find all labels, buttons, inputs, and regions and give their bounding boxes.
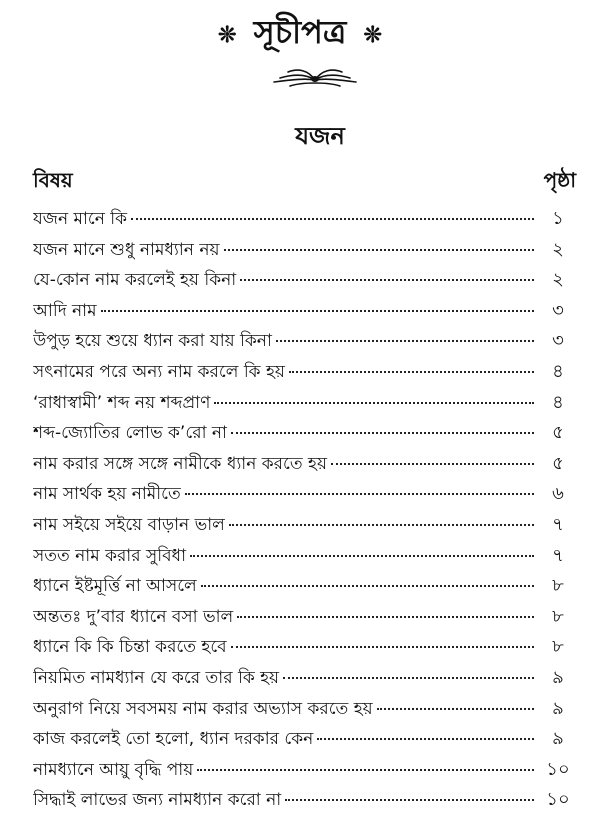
toc-entry <box>33 388 576 419</box>
toc-entry <box>33 632 576 663</box>
toc-entry-page: ৩ <box>552 299 564 321</box>
toc-entry-page: ৯ <box>552 666 564 688</box>
toc-entry-title: নাম সইয়ে সইয়ে বাড়ান ভাল <box>33 514 225 535</box>
page-title: সূচীপত্র <box>253 13 347 51</box>
dot-leader <box>377 708 534 710</box>
decorative-flourish-icon <box>270 62 360 92</box>
dot-leader <box>276 340 534 342</box>
toc-entry-page: ৪ <box>552 360 564 382</box>
toc-entry-page: ২ <box>552 238 564 260</box>
dot-leader <box>224 249 535 251</box>
toc-entry-title: নাম করার সঙ্গে সঙ্গে নামীকে ধ্যান করতে হয় <box>33 453 327 474</box>
dot-leader <box>185 493 534 495</box>
toc-entry-page: ৩ <box>552 330 564 352</box>
toc-entry-page: ৫ <box>552 422 564 444</box>
toc-entry-title: কাজ করলেই তো হলো, ধ্যান দরকার কেন <box>33 729 314 750</box>
toc-entry-page: ৮ <box>552 605 564 627</box>
toc-list <box>33 204 576 816</box>
dot-leader <box>229 524 534 526</box>
toc-entry <box>33 602 576 633</box>
toc-entry-title: নাম সার্থক হয় নামীতে <box>33 484 181 505</box>
toc-entry-page: ২ <box>552 269 564 291</box>
toc-entry-page: ৬ <box>552 483 564 505</box>
toc-entry-title: উপুড় হয়ে শুয়ে ধ্যান করা যায় কিনা <box>33 331 272 352</box>
toc-entry <box>33 663 576 694</box>
toc-entry-page: ৭ <box>552 544 564 566</box>
toc-entry-title: সতত নাম করার সুবিধা <box>33 545 187 566</box>
dot-leader <box>317 738 534 740</box>
dot-leader <box>190 555 534 557</box>
toc-entry <box>33 724 576 755</box>
dot-leader <box>331 463 534 465</box>
dot-leader <box>231 646 534 648</box>
toc-entry-page: ৯ <box>552 728 564 750</box>
toc-entry <box>33 755 576 786</box>
toc-entry <box>33 449 576 480</box>
toc-entry-page: ৫ <box>552 452 564 474</box>
toc-entry <box>33 571 576 602</box>
page-title-row <box>0 10 600 57</box>
toc-entry-page: ৭ <box>552 513 564 535</box>
toc-entry-title: ধ্যানে কি কি চিন্তা করতে হবে <box>33 637 227 658</box>
toc-entry-page: ১০ <box>546 789 570 811</box>
toc-entry <box>33 235 576 266</box>
toc-entry-title: যজন মানে শুধু নামধ্যান নয় <box>33 239 220 260</box>
toc-entry-title: যে-কোন নাম করলেই হয় কিনা <box>33 270 237 291</box>
toc-entry-page: ৮ <box>552 575 564 597</box>
toc-entry <box>33 785 576 816</box>
toc-entry-title: নিয়মিত নামধ্যান যে করে তার কি হয় <box>33 667 280 688</box>
column-header-page: পৃষ্ঠা <box>543 168 576 192</box>
toc-entry <box>33 326 576 357</box>
toc-entry-title: শব্দ-জ্যোতির লোভ ক’রো না <box>33 423 227 444</box>
dot-leader <box>283 677 534 679</box>
toc-entry-page: ৮ <box>552 636 564 658</box>
toc-entry <box>33 510 576 541</box>
dot-leader <box>197 769 534 771</box>
dot-leader <box>131 218 534 220</box>
toc-entry <box>33 265 576 296</box>
toc-entry-page: ৪ <box>552 391 564 413</box>
toc-entry-page: ১ <box>552 208 564 229</box>
dot-leader <box>101 310 534 312</box>
toc-entry-title: নামধ্যানে আয়ু বৃদ্ধি পায় <box>33 759 194 780</box>
dot-leader <box>289 371 534 373</box>
toc-entry-title: অন্ততঃ দু’বার ধ্যানে বসা ভাল <box>33 606 234 627</box>
section-heading: যজন <box>295 122 345 150</box>
dot-leader <box>201 585 534 587</box>
toc-entry-title: যজন মানে কি <box>33 209 128 229</box>
dot-leader <box>231 432 534 434</box>
toc-entry-title: আদি নাম <box>33 300 97 321</box>
toc-entry-title: ‘রাধাস্বামী’ শব্দ নয় শব্দপ্রাণ <box>33 392 211 413</box>
toc-entry <box>33 418 576 449</box>
flower-ornament-icon: ❊ <box>218 21 237 48</box>
toc-entry <box>33 541 576 572</box>
toc-entry <box>33 479 576 510</box>
dot-leader <box>285 799 534 801</box>
dot-leader <box>237 616 534 618</box>
toc-entry-title: অনুরাগ নিয়ে সবসময় নাম করার অভ্যাস করতে হয় <box>33 698 373 719</box>
toc-entry-title: ধ্যানে ইষ্টমূর্ত্তি না আসলে <box>33 576 197 597</box>
toc-entry-title: সিদ্ধাই লাভের জন্য নামধ্যান করো না <box>33 790 282 811</box>
toc-entry <box>33 357 576 388</box>
dot-leader <box>214 402 534 404</box>
toc-entry-page: ১০ <box>546 758 570 780</box>
flower-ornament-icon: ❊ <box>363 21 382 48</box>
column-header-subject: বিষয় <box>33 168 73 192</box>
dot-leader <box>240 279 534 281</box>
toc-entry-page: ৯ <box>552 697 564 719</box>
toc-entry <box>33 204 576 235</box>
toc-entry <box>33 296 576 327</box>
toc-entry <box>33 694 576 725</box>
toc-entry-title: সৎনামের পরে অন্য নাম করলে কি হয় <box>33 361 285 382</box>
